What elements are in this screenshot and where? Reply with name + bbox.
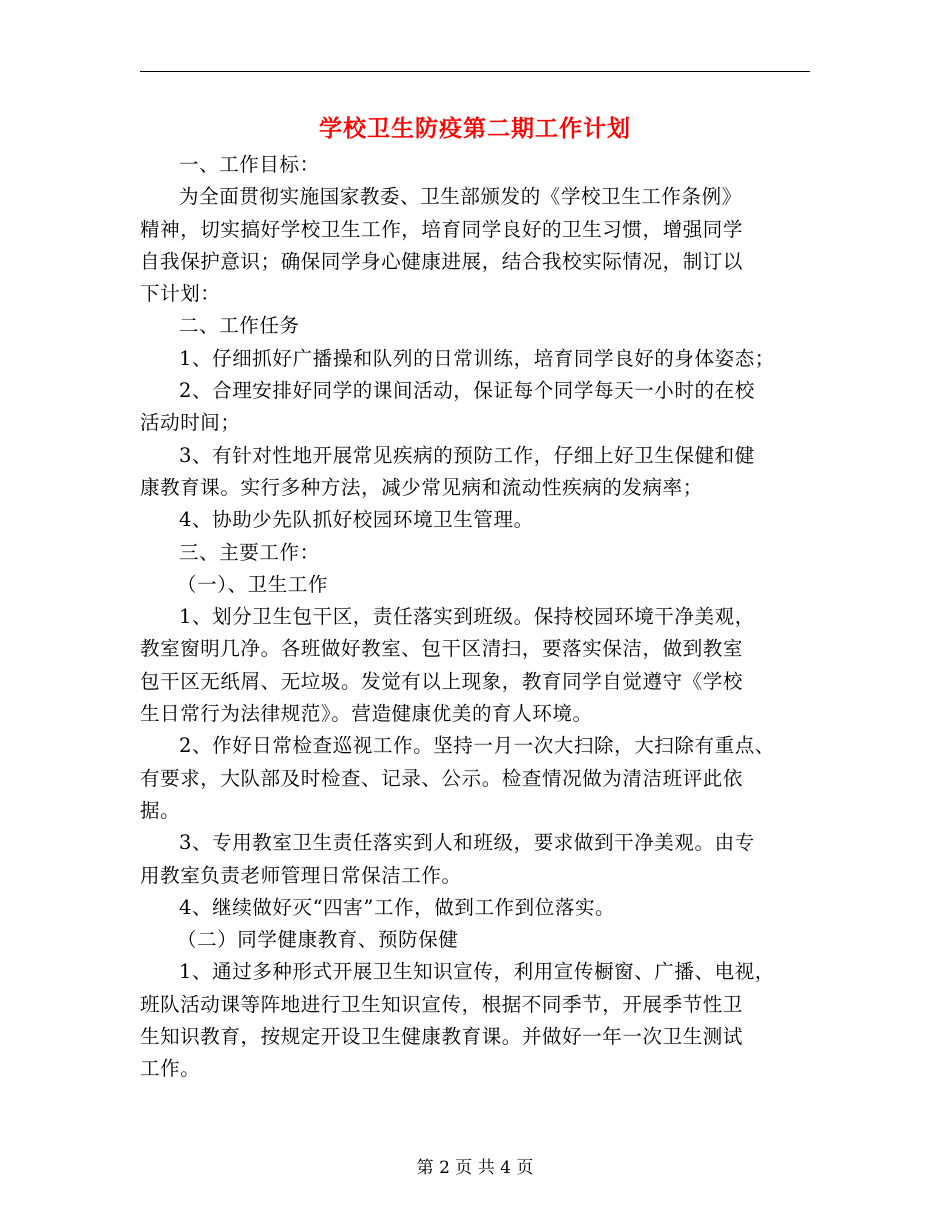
paragraph-line: 据。 [140,798,181,822]
paragraph-line: 生日常行为法律规范》。营造健康优美的育人环境。 [140,702,593,726]
paragraph-line: 工作。 [140,1057,201,1081]
paragraph-line: 活动时间； [140,411,241,435]
page-footer: 第 2 页 共 4 页 [416,1158,534,1178]
subsection-heading: （二）同学健康教育、预防保健 [177,928,459,952]
list-item: 4、继续做好灭“四害”工作，做到工作到位落实。 [179,895,616,919]
paragraph-line: 教室窗明几净。各班做好教室、包干区清扫，要落实保洁，做到教室 [140,637,744,661]
paragraph-line: 下计划： [140,282,221,306]
section-heading: 一、工作目标： [179,153,320,176]
list-item: 4、协助少先队抓好校园环境卫生管理。 [179,508,534,532]
section-heading: 二、工作任务 [179,314,300,338]
list-item: 3、有针对性地开展常见疾病的预防工作，仔细上好卫生保健和健 [179,443,755,467]
subsection-heading: （一）、卫生工作 [177,572,329,596]
document-title: 学校卫生防疫第二期工作计划 [319,115,631,142]
header-rule [140,71,810,72]
paragraph-line: 自我保护意识；确保同学身心健康进展，结合我校实际情况，制订以 [140,249,744,273]
paragraph-line: 精神，切实搞好学校卫生工作，培育同学良好的卫生习惯，增强同学 [140,217,744,241]
section-heading: 三、主要工作： [179,540,320,564]
paragraph-line: 为全面贯彻实施国家教委、卫生部颁发的《学校卫生工作条例》 [179,185,742,209]
document-body [140,149,820,1086]
list-item: 1、划分卫生包干区，责任落实到班级。保持校园环境干净美观， [179,605,755,629]
paragraph-line: 康教育课。实行多种方法，减少常见病和流动性疾病的发病率； [140,475,703,499]
list-item: 1、通过多种形式开展卫生知识宣传，利用宣传橱窗、广播、电视， [179,960,775,984]
list-item: 2、作好日常检查巡视工作。坚持一月一次大扫除，大扫除有重点、 [179,734,775,758]
paragraph-line: 包干区无纸屑、无垃圾。发觉有以上现象，教育同学自觉遵守《学校 [140,669,744,693]
paragraph-line: 用教室负责老师管理日常保洁工作。 [140,863,462,887]
paragraph-line: 班队活动课等阵地进行卫生知识宣传，根据不同季节，开展季节性卫 [140,992,744,1016]
paragraph-line: 生知识教育，按规定开设卫生健康教育课。并做好一年一次卫生测试 [140,1025,744,1049]
list-item: 3、专用教室卫生责任落实到人和班级，要求做到干净美观。由专 [179,831,755,855]
list-item: 1、仔细抓好广播操和队列的日常训练，培育同学良好的身体姿态； [179,346,775,370]
paragraph-line: 有要求，大队部及时检查、记录、公示。检查情况做为清洁班评此依 [140,766,744,790]
list-item: 2、合理安排好同学的课间活动，保证每个同学每天一小时的在校 [179,379,755,403]
